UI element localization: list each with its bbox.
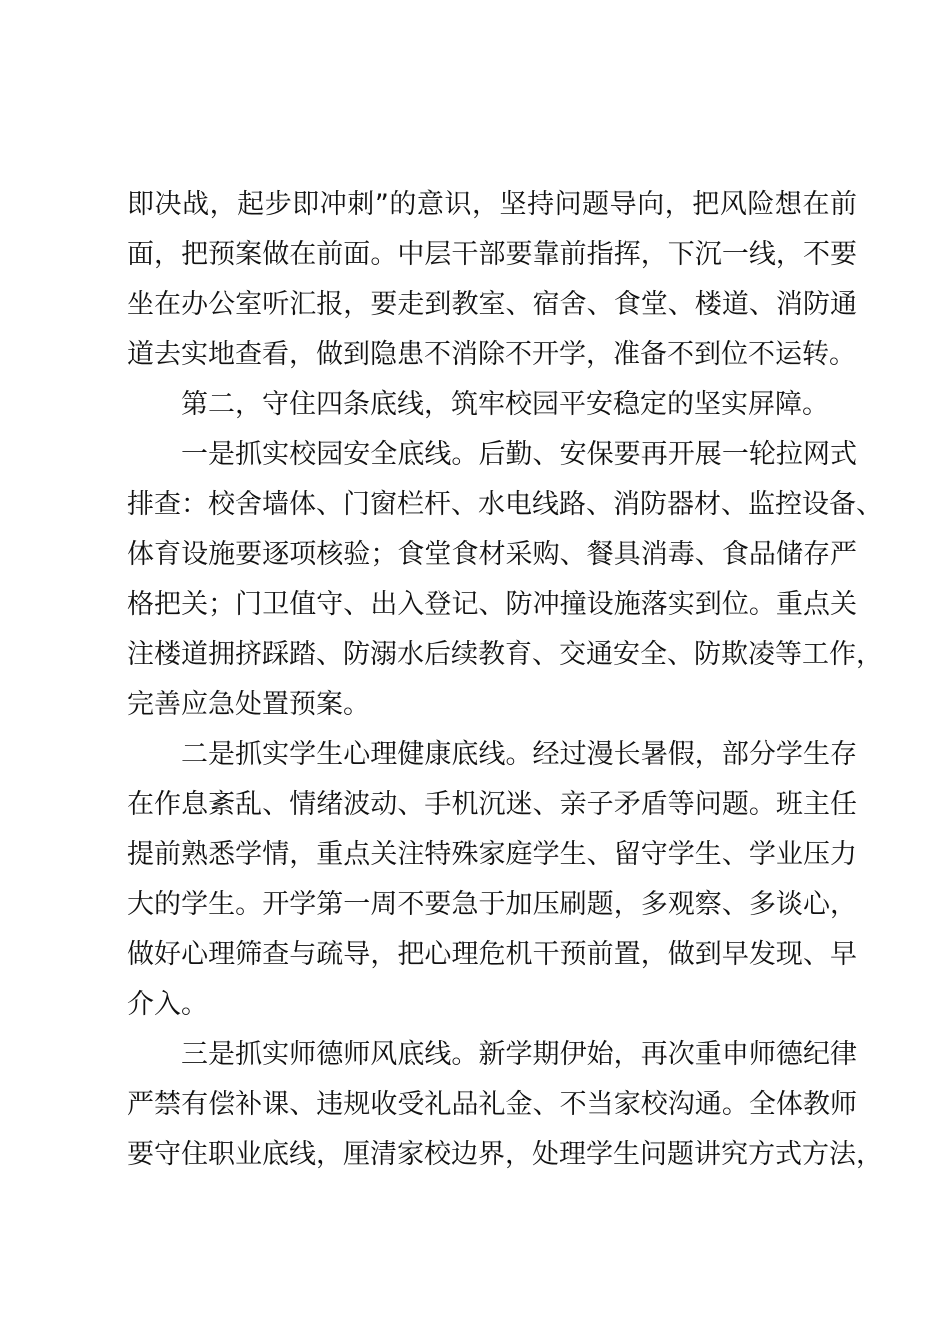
text-line: 注楼道拥挤踩踏、防溺水后续教育、交通安全、防欺凌等工作， — [127, 639, 883, 670]
text-line: 体育设施要逐项核验；食堂食材采购、餐具消毒、食品储存严 — [127, 539, 857, 570]
text-line: 排查：校舍墙体、门窗栏杆、水电线路、消防器材、监控设备、 — [127, 489, 883, 520]
text-line: 即决战，起步即冲刺”的意识，坚持问题导向，把风险想在前 — [127, 189, 857, 220]
text-line: 介入。 — [127, 989, 208, 1020]
text-line: 道去实地查看，做到隐患不消除不开学，准备不到位不运转。 — [127, 339, 856, 370]
text-line: 完善应急处置预案。 — [127, 689, 370, 720]
text-line: 提前熟悉学情，重点关注特殊家庭学生、留守学生、学业压力 — [127, 839, 857, 870]
paragraph-start-line: 三是抓实师德师风底线。新学期伊始，再次重申师德纪律 — [181, 1039, 857, 1070]
section-heading: 第二，守住四条底线，筑牢校园平安稳定的坚实屏障。 — [181, 389, 829, 420]
text-line: 在作息紊乱、情绪波动、手机沉迷、亲子矛盾等问题。班主任 — [127, 789, 857, 820]
text-line: 做好心理筛查与疏导，把心理危机干预前置，做到早发现、早 — [127, 939, 857, 970]
paragraph-start-line: 二是抓实学生心理健康底线。经过漫长暑假，部分学生存 — [181, 739, 857, 770]
text-line: 面，把预案做在前面。中层干部要靠前指挥，下沉一线，不要 — [127, 239, 857, 270]
text-line: 大的学生。开学第一周不要急于加压刷题，多观察、多谈心， — [127, 889, 857, 920]
text-line: 格把关；门卫值守、出入登记、防冲撞设施落实到位。重点关 — [127, 589, 857, 620]
text-line: 要守住职业底线，厘清家校边界，处理学生问题讲究方式方法， — [127, 1139, 883, 1170]
paragraph-start-line: 一是抓实校园安全底线。后勤、安保要再开展一轮拉网式 — [181, 439, 857, 470]
text-line: 坐在办公室听汇报，要走到教室、宿舍、食堂、楼道、消防通 — [127, 289, 857, 320]
document-body — [127, 180, 883, 1180]
text-line: 严禁有偿补课、违规收受礼品礼金、不当家校沟通。全体教师 — [127, 1089, 857, 1120]
